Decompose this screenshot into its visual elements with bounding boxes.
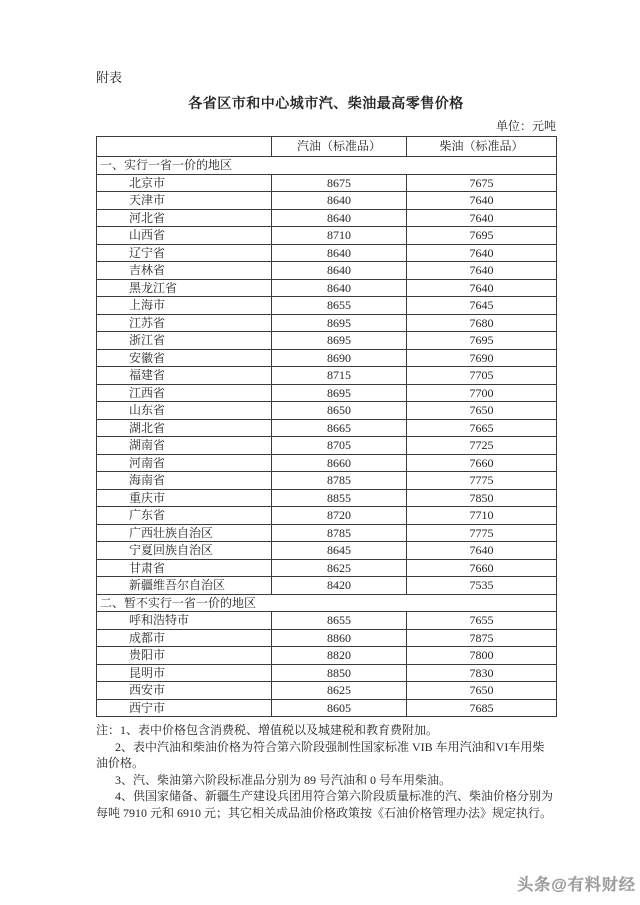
note-line-1: 注：1、表中价格包含消费税、增值税以及城建税和教育费附加。 [96,723,439,737]
gasoline-cell: 8850 [272,664,407,682]
region-cell: 成都市 [97,629,272,647]
diesel-cell: 7800 [407,647,557,665]
table-row [97,437,557,455]
table-row [97,542,557,560]
region-cell: 海南省 [97,472,272,490]
gasoline-cell: 8650 [272,402,407,420]
gasoline-cell: 8665 [272,419,407,437]
diesel-cell: 7700 [407,384,557,402]
region-cell: 西安市 [97,682,272,700]
diesel-cell: 7640 [407,244,557,262]
table-header-row [97,137,557,157]
region-cell: 辽宁省 [97,244,272,262]
gasoline-cell: 8695 [272,384,407,402]
region-cell: 新疆维吾尔自治区 [97,577,272,595]
notes-block [96,722,556,821]
diesel-cell: 7640 [407,262,557,280]
table-row [97,332,557,350]
table-row [97,682,557,700]
gasoline-cell: 8625 [272,682,407,700]
diesel-cell: 7650 [407,682,557,700]
table-row [97,699,557,717]
region-cell: 广东省 [97,507,272,525]
table-row [97,629,557,647]
diesel-cell: 7655 [407,612,557,630]
note-line-3: 3、汽、柴油第六阶段标准品分别为 89 号汽油和 0 号车用柴油。 [115,772,452,787]
diesel-cell: 7775 [407,524,557,542]
table-row [97,664,557,682]
region-cell: 宁夏回族自治区 [97,542,272,560]
section-label: 二、暂不实行一省一价的地区 [97,594,557,612]
diesel-cell: 7650 [407,402,557,420]
gasoline-cell: 8640 [272,209,407,227]
region-cell: 西宁市 [97,699,272,717]
diesel-cell: 7710 [407,507,557,525]
table-row [97,402,557,420]
gasoline-cell: 8655 [272,297,407,315]
region-cell: 贵阳市 [97,647,272,665]
gasoline-cell: 8640 [272,244,407,262]
diesel-cell: 7640 [407,542,557,560]
gasoline-cell: 8605 [272,699,407,717]
page-title: 各省区市和中心城市汽、柴油最高零售价格 [188,97,464,112]
region-cell: 黑龙江省 [97,279,272,297]
region-cell: 河南省 [97,454,272,472]
region-cell: 吉林省 [97,262,272,280]
region-cell: 湖北省 [97,419,272,437]
diesel-cell: 7695 [407,227,557,245]
gasoline-cell: 8655 [272,612,407,630]
table-row [97,559,557,577]
region-cell: 重庆市 [97,489,272,507]
table-row [97,367,557,385]
diesel-cell: 7675 [407,174,557,192]
diesel-cell: 7685 [407,699,557,717]
table-row [97,489,557,507]
diesel-cell: 7705 [407,367,557,385]
diesel-cell: 7660 [407,454,557,472]
region-cell: 河北省 [97,209,272,227]
diesel-cell: 7535 [407,577,557,595]
gasoline-cell: 8625 [272,559,407,577]
diesel-cell: 7690 [407,349,557,367]
table-row [97,612,557,630]
region-cell: 江西省 [97,384,272,402]
region-cell: 北京市 [97,174,272,192]
diesel-cell: 7640 [407,279,557,297]
table-row [97,314,557,332]
diesel-cell: 7680 [407,314,557,332]
gasoline-cell: 8690 [272,349,407,367]
gasoline-cell: 8695 [272,332,407,350]
gasoline-cell: 8420 [272,577,407,595]
section-row [97,594,557,612]
gasoline-cell: 8640 [272,279,407,297]
table-row [97,524,557,542]
region-cell: 上海市 [97,297,272,315]
region-cell: 湖南省 [97,437,272,455]
table-row [97,192,557,210]
region-cell: 天津市 [97,192,272,210]
table-row [97,454,557,472]
unit-label: 单位：元吨 [495,119,556,133]
diesel-cell: 7830 [407,664,557,682]
gasoline-cell: 8785 [272,472,407,490]
gasoline-cell: 8715 [272,367,407,385]
region-cell: 山西省 [97,227,272,245]
gasoline-cell: 8675 [272,174,407,192]
table-row [97,577,557,595]
region-cell: 甘肃省 [97,559,272,577]
gasoline-cell: 8710 [272,227,407,245]
section-row [97,157,557,175]
gasoline-cell: 8695 [272,314,407,332]
diesel-cell: 7645 [407,297,557,315]
table-row [97,279,557,297]
table-row [97,647,557,665]
table-row [97,384,557,402]
price-table [96,136,557,717]
diesel-cell: 7660 [407,559,557,577]
diesel-cell: 7725 [407,437,557,455]
watermark: 头条@有料财经 [517,877,636,894]
table-row [97,227,557,245]
diesel-cell: 7875 [407,629,557,647]
appendix-label: 附表 [96,70,123,85]
region-cell: 浙江省 [97,332,272,350]
diesel-cell: 7640 [407,209,557,227]
gasoline-cell: 8645 [272,542,407,560]
table-row [97,262,557,280]
table-row [97,472,557,490]
table-row [97,297,557,315]
diesel-column-header: 柴油（标准品） [407,137,557,157]
diesel-cell: 7640 [407,192,557,210]
diesel-cell: 7665 [407,419,557,437]
note-line-4: 4、供国家储备、新疆生产建设兵团用符合第六阶段质量标准的汽、柴油价格分别为每吨 7910 元和 6910 元；其它相关成品油价格政策按《石油价格管理办法》规定执行。 [96,789,554,820]
region-column-header [97,137,272,157]
gasoline-cell: 8785 [272,524,407,542]
gasoline-cell: 8660 [272,454,407,472]
gasoline-cell: 8720 [272,507,407,525]
table-row [97,419,557,437]
region-cell: 福建省 [97,367,272,385]
region-cell: 山东省 [97,402,272,420]
diesel-cell: 7695 [407,332,557,350]
region-cell: 广西壮族自治区 [97,524,272,542]
gasoline-cell: 8705 [272,437,407,455]
document-body [96,70,556,821]
gasoline-cell: 8640 [272,192,407,210]
diesel-cell: 7850 [407,489,557,507]
table-row [97,174,557,192]
region-cell: 江苏省 [97,314,272,332]
table-row [97,209,557,227]
region-cell: 安徽省 [97,349,272,367]
table-row [97,507,557,525]
diesel-cell: 7775 [407,472,557,490]
region-cell: 呼和浩特市 [97,612,272,630]
gasoline-cell: 8640 [272,262,407,280]
note-line-2: 2、表中汽油和柴油价格为符合第六阶段强制性国家标准 VIB 车用汽油和VI车用柴油价格。 [96,739,545,770]
gasoline-cell: 8820 [272,647,407,665]
gasoline-cell: 8855 [272,489,407,507]
region-cell: 昆明市 [97,664,272,682]
section-label: 一、实行一省一价的地区 [97,157,557,175]
table-row [97,244,557,262]
table-row [97,349,557,367]
gasoline-cell: 8860 [272,629,407,647]
gasoline-column-header: 汽油（标准品） [272,137,407,157]
